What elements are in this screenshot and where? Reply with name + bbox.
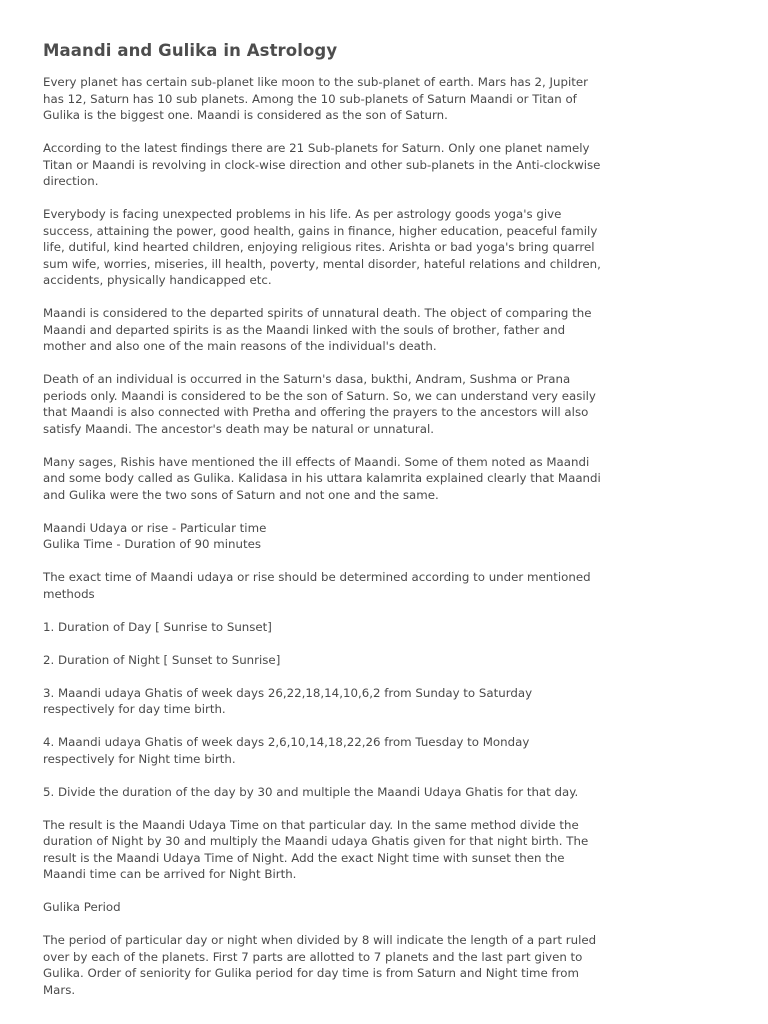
method-item-3: 3. Maandi udaya Ghatis of week days 26,22,18,14,10,6,2 from Sunday to Saturday respectively for day time birth. — [43, 685, 533, 716]
method-item-2: 2. Duration of Night [ Sunset to Sunrise] — [43, 652, 281, 667]
methods-intro: The exact time of Maandi udaya or rise should be determined according to under mentioned methods — [43, 570, 591, 601]
paragraph-yogas: Everybody is facing unexpected problems in his life. As per astrology goods yoga's give success, attaining the power, good health, gains in finance, higher education, peaceful family life, dutiful, kind hearted children, enjoying religious rites. Arishta or bad yoga's bring quarrel sum wife, worries, miseries, ill health, poverty, mental disorder, hateful relations and children, accidents, physically handicapped etc. — [43, 207, 601, 287]
gulika-time: Gulika Time - Duration of 90 minutes — [43, 537, 262, 551]
gulika-period-paragraph: The period of particular day or night when divided by 8 will indicate the length of a part ruled over by each of the planets. First 7 parts are allotted to 7 planets and the last part given to Gulika. Order of seniority for Gulika period for day time is from Saturn and Night time from Mars. — [43, 933, 597, 997]
maandi-udaya-time: Maandi Udaya or rise - Particular time — [43, 520, 267, 535]
page-title: Maandi and Gulika in Astrology — [43, 41, 338, 60]
paragraph-latest-findings: According to the latest findings there are 21 Sub-planets for Saturn. Only one planet namely Titan or Maandi is revolving in clock-wise direction and other sub-planets in the Anti-clockwise direction. — [43, 141, 601, 188]
gulika-period-heading: Gulika Period — [43, 900, 121, 914]
method-item-5: 5. Divide the duration of the day by 30 and multiple the Maandi Udaya Ghatis for that day. — [43, 784, 579, 799]
article — [43, 38, 603, 1015]
paragraph-sub-planets: Every planet has certain sub-planet like moon to the sub-planet of earth. Mars has 2, Jupiter has 12, Saturn has 10 sub planets. Among the 10 sub-planets of Saturn Maandi or Titan of Gulika is the biggest one. Maandi is considered as the son of Saturn. — [43, 75, 588, 122]
paragraph-sages: Many sages, Rishis have mentioned the ill effects of Maandi. Some of them noted as Maandi and some body called as Gulika. Kalidasa in his uttara kalamrita explained clearly that Maandi and Gulika were the two sons of Saturn and not one and the same. — [43, 454, 601, 502]
paragraph-departed-spirits: Maandi is considered to the departed spirits of unnatural death. The object of comparing the Maandi and departed spirits is as the Maandi linked with the souls of brother, father and mother and also one of the main reasons of the individual's death. — [43, 306, 592, 353]
method-item-4: 4. Maandi udaya Ghatis of week days 2,6,10,14,18,22,26 from Tuesday to Monday respectively for Night time birth. — [43, 735, 530, 766]
result-paragraph: The result is the Maandi Udaya Time on that particular day. In the same method divide the duration of Night by 30 and multiply the Maandi udaya Ghatis given for that night birth. The result is the Maandi Udaya Time of Night. Add the exact Night time with sunset then the Maandi time can be arrived for Night Birth. — [43, 817, 589, 881]
paragraph-death-dasa: Death of an individual is occurred in the Saturn's dasa, bukthi, Andram, Sushma or Prana periods only. Maandi is considered to be the son of Saturn. So, we can understand very easily that Maandi is also connected with Pretha and offering the prayers to the ancestors will also satisfy Maandi. The ancestor's death may be natural or unnatural. — [43, 372, 596, 436]
method-item-1: 1. Duration of Day [ Sunrise to Sunset] — [43, 619, 272, 634]
